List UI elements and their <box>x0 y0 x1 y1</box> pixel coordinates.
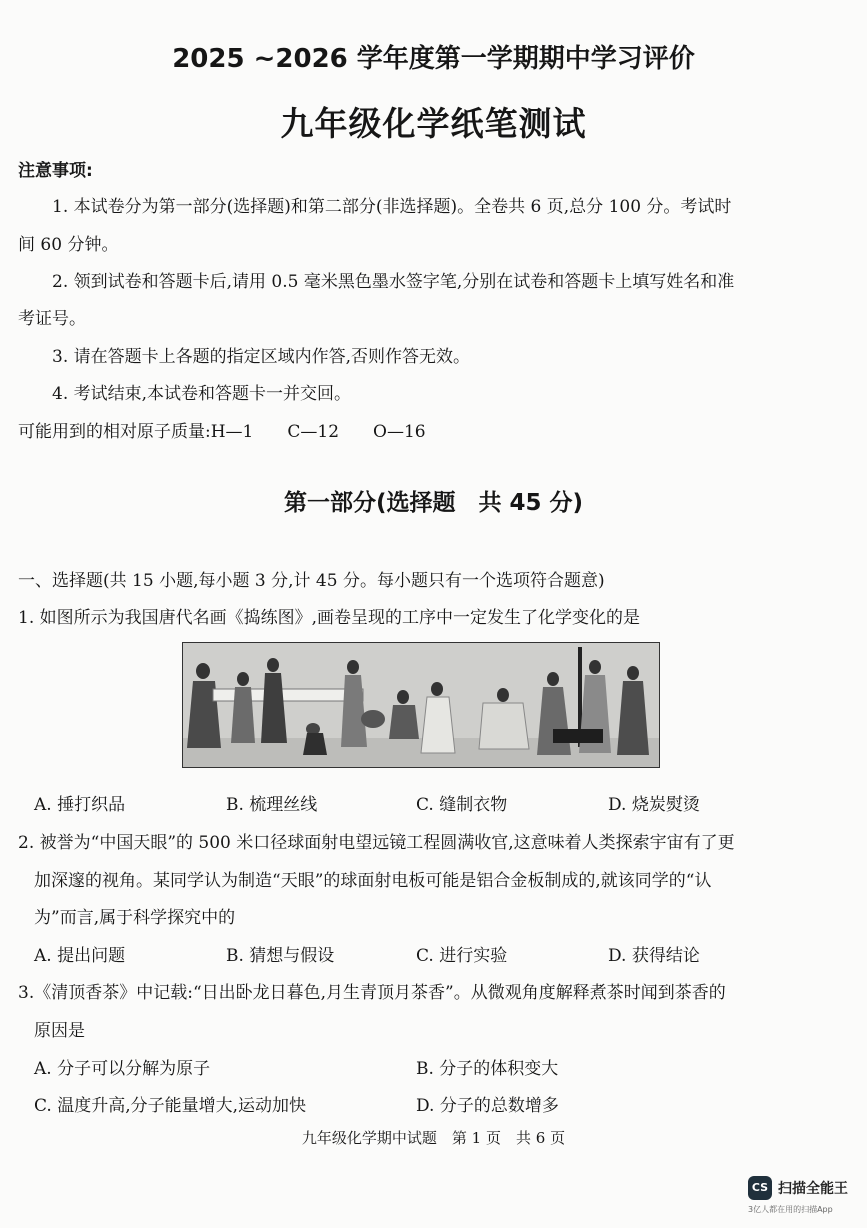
scanner-logo-icon: CS <box>748 1176 772 1200</box>
question-2-stem-2: 加深邃的视角。某同学认为制造“天眼”的球面射电板可能是铝合金板制成的,就该同学的“认 <box>34 871 712 891</box>
q1-option-d: D. 烧炭熨烫 <box>608 795 700 815</box>
scanner-app-name: 扫描全能王 <box>778 1181 848 1197</box>
q2-option-c: C. 进行实验 <box>416 946 508 966</box>
q2-option-a: A. 提出问题 <box>34 946 126 966</box>
painting-image <box>182 642 660 768</box>
q3-option-b: B. 分子的体积变大 <box>416 1059 559 1079</box>
painting-illustration <box>183 643 659 767</box>
notice-item-4: 4. 考试结束,本试卷和答题卡一并交回。 <box>52 384 352 404</box>
question-3-stem-1: 3.《清顶香茶》中记载:“日出卧龙日暮色,月生青顶月茶香”。从微观角度解释煮茶时闻到茶香的 <box>18 983 726 1003</box>
question-3-stem-2: 原因是 <box>34 1021 85 1041</box>
notice-item-1-cont: 间 60 分钟。 <box>18 235 119 255</box>
notice-item-1: 1. 本试卷分为第一部分(选择题)和第二部分(非选择题)。全卷共 6 页,总分 100 分。考试时 <box>52 197 732 217</box>
exam-subtitle: 九年级化学纸笔测试 <box>280 104 587 143</box>
q3-option-d: D. 分子的总数增多 <box>416 1096 559 1116</box>
q1-option-b: B. 梳理丝线 <box>226 795 318 815</box>
section-instruction: 一、选择题(共 15 小题,每小题 3 分,计 45 分。每小题只有一个选项符合题意) <box>18 571 605 591</box>
atomic-mass-note: 可能用到的相对原子质量:H—1 C—12 O—16 <box>18 422 426 442</box>
q2-option-b: B. 猜想与假设 <box>226 946 335 966</box>
section-title: 第一部分(选择题 共 45 分) <box>283 490 584 516</box>
q3-option-a: A. 分子可以分解为原子 <box>34 1059 211 1079</box>
notice-item-2: 2. 领到试卷和答题卡后,请用 0.5 毫米黑色墨水签字笔,分别在试卷和答题卡上填写姓名和准 <box>52 272 735 292</box>
notice-item-3: 3. 请在答题卡上各题的指定区域内作答,否则作答无效。 <box>52 347 471 367</box>
notice-heading: 注意事项: <box>18 161 93 181</box>
question-2-stem-3: 为”而言,属于科学探究中的 <box>34 908 236 928</box>
q1-option-a: A. 捶打织品 <box>34 795 126 815</box>
exam-title: 2025 ~2026 学年度第一学期期中学习评价 <box>172 44 695 74</box>
q1-option-c: C. 缝制衣物 <box>416 795 508 815</box>
question-1-stem: 1. 如图所示为我国唐代名画《捣练图》,画卷呈现的工序中一定发生了化学变化的是 <box>18 608 641 628</box>
q3-option-c: C. 温度升高,分子能量增大,运动加快 <box>34 1096 307 1116</box>
question-2-stem-1: 2. 被誉为“中国天眼”的 500 米口径球面射电望远镜工程圆满收官,这意味着人类探索宇宙有了更 <box>18 833 735 853</box>
notice-item-2-cont: 考证号。 <box>18 309 86 329</box>
q2-option-d: D. 获得结论 <box>608 946 700 966</box>
scanner-watermark <box>748 1176 860 1216</box>
page-footer: 九年级化学期中试题 第 1 页 共 6 页 <box>301 1129 566 1147</box>
scanner-app-tagline: 3亿人都在用的扫描App <box>748 1205 833 1214</box>
